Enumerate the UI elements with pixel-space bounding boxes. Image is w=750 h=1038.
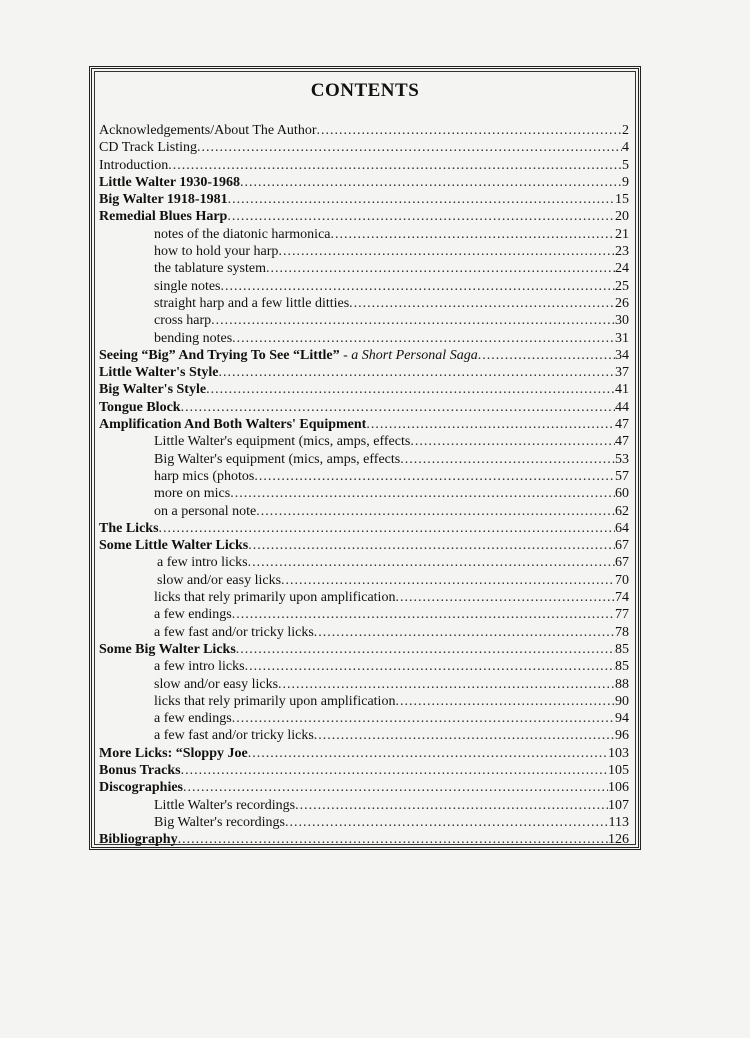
toc-entry-title-text: Discographies <box>99 780 183 796</box>
toc-entry-title-text: a few intro licks <box>154 659 245 675</box>
toc-entry <box>99 364 629 381</box>
dot-leader <box>395 693 615 710</box>
toc-entry-title <box>154 797 295 814</box>
toc-entry-title-text: a few intro licks <box>157 555 248 571</box>
toc-page-number: 74 <box>615 590 629 606</box>
dot-leader <box>245 658 615 675</box>
toc-entry-title <box>99 122 317 139</box>
dot-leader <box>410 433 615 450</box>
toc-entry-title <box>99 208 227 225</box>
toc-page-number: 70 <box>615 572 629 588</box>
toc-entry-title-text: Little Walter's Style <box>99 365 219 381</box>
toc-entry <box>99 554 629 571</box>
toc-entry-title-text: Big Walter's Style <box>99 382 207 398</box>
toc-entry-title-text: Introduction <box>99 157 169 173</box>
toc-entry <box>99 641 629 658</box>
toc-entry <box>99 451 629 468</box>
toc-entry <box>99 226 629 243</box>
toc-entry <box>99 399 629 416</box>
dot-leader <box>221 278 616 295</box>
toc-entry-title <box>154 243 278 260</box>
toc-entry-title <box>154 606 232 623</box>
toc-entry-title <box>154 693 395 710</box>
toc-entry <box>99 831 629 848</box>
dot-leader <box>228 191 615 208</box>
toc-page-number: 31 <box>615 330 629 346</box>
dot-leader <box>230 485 615 502</box>
toc-entry-title <box>99 831 178 848</box>
dot-leader <box>219 364 616 381</box>
toc-entry <box>99 745 629 762</box>
toc-entry-title-text: harp mics (photos <box>154 468 255 484</box>
dot-leader <box>317 122 623 139</box>
toc-entry-title <box>154 485 230 502</box>
toc-entry-title <box>157 554 248 571</box>
toc-page-number: 23 <box>615 244 629 260</box>
toc-entry-title <box>154 468 254 485</box>
toc-entry-title <box>99 139 197 156</box>
toc-entry-title-text: Little Walter 1930-1968 <box>99 174 241 190</box>
toc-page-number: 57 <box>615 468 629 484</box>
toc-entry <box>99 295 629 312</box>
dot-leader <box>395 589 615 606</box>
toc-entry-title-text: Amplification And Both Walters' Equipment <box>99 417 367 433</box>
toc-entry-title <box>154 676 278 693</box>
toc-entry <box>99 433 629 450</box>
dot-leader <box>248 554 615 571</box>
toc-entry-title-text: licks that rely primarily upon amplification <box>154 590 396 606</box>
dot-leader <box>256 503 615 520</box>
toc-entry-title <box>99 520 159 537</box>
toc-page-number: 41 <box>615 382 629 398</box>
dot-leader <box>183 779 608 796</box>
toc-entry <box>99 676 629 693</box>
dot-leader <box>197 139 622 156</box>
toc-entry-title-text: a few endings <box>154 607 232 623</box>
toc-entry-title-text: slow and/or easy licks <box>154 676 279 692</box>
toc-entry-title-text: the tablature system <box>154 261 266 277</box>
dot-leader <box>266 260 615 277</box>
dot-leader <box>295 797 608 814</box>
toc-page-number: 24 <box>615 261 629 277</box>
dot-leader <box>232 606 615 623</box>
toc-entry-title <box>154 278 221 295</box>
toc-entry-title-text: Acknowledgements/About The Author <box>99 123 317 138</box>
toc-page-number: 77 <box>615 607 629 623</box>
toc-page-number: 21 <box>615 226 629 242</box>
toc-entry-title-text: Big Walter 1918-1981 <box>99 192 228 208</box>
toc-entry-title <box>99 347 478 364</box>
dot-leader <box>478 347 615 364</box>
toc-entry-title <box>99 745 248 762</box>
toc-entry <box>99 572 629 589</box>
toc-entry <box>99 191 629 208</box>
toc-entry-title-text: more on mics <box>154 486 231 502</box>
toc-entry-title <box>99 364 219 381</box>
dot-leader <box>314 727 615 744</box>
table-of-contents <box>99 122 629 848</box>
toc-entry-title-text: Little Walter's equipment (mics, amps, effects <box>154 434 411 450</box>
dot-leader <box>236 641 615 658</box>
dot-leader <box>206 381 615 398</box>
toc-entry-title-text: how to hold your harp <box>154 244 279 260</box>
toc-page-number: 85 <box>615 659 629 675</box>
contents-inner-border <box>94 71 636 848</box>
toc-entry-title <box>154 727 314 744</box>
toc-entry <box>99 762 629 779</box>
dot-leader <box>366 416 615 433</box>
toc-entry-title-text: straight harp and a few little ditties <box>154 295 350 311</box>
toc-entry-title <box>154 295 349 312</box>
toc-entry-title <box>99 779 183 796</box>
toc-entry-title-text: CD Track Listing <box>99 140 198 156</box>
toc-page-number: 64 <box>615 520 629 536</box>
dot-leader <box>178 831 608 848</box>
toc-entry <box>99 139 629 156</box>
toc-entry-title-text: slow and/or easy licks <box>157 572 282 588</box>
toc-entry-title-text: Big Walter's recordings <box>154 814 285 830</box>
toc-page-number: 94 <box>615 711 629 727</box>
dot-leader <box>168 157 622 174</box>
toc-page-number: 103 <box>608 745 629 761</box>
dot-leader <box>349 295 615 312</box>
toc-page-number: 67 <box>615 538 629 554</box>
toc-entry <box>99 122 629 139</box>
toc-entry-title-text: Some Big Walter Licks <box>99 641 236 657</box>
toc-entry-title <box>154 503 256 520</box>
dot-leader <box>248 537 615 554</box>
dot-leader <box>278 676 615 693</box>
toc-entry <box>99 589 629 606</box>
toc-entry-title <box>154 312 211 329</box>
toc-page-number: 78 <box>615 624 629 640</box>
dot-leader <box>211 312 615 329</box>
dot-leader <box>248 745 608 762</box>
toc-entry <box>99 797 629 814</box>
toc-page-number: 47 <box>615 434 629 450</box>
toc-entry <box>99 727 629 744</box>
toc-page-number: 4 <box>622 140 629 156</box>
toc-entry-title <box>154 260 266 277</box>
toc-page-number: 88 <box>615 676 629 692</box>
toc-entry <box>99 710 629 727</box>
toc-entry-title <box>154 814 285 831</box>
toc-entry <box>99 278 629 295</box>
toc-page-number: 67 <box>615 555 629 571</box>
toc-page-number: 113 <box>608 814 629 830</box>
toc-page-number: 5 <box>622 157 629 173</box>
toc-entry <box>99 174 629 191</box>
toc-entry <box>99 693 629 710</box>
toc-entry-title <box>157 572 281 589</box>
toc-page-number: 30 <box>615 313 629 329</box>
toc-page-number: 105 <box>608 762 629 778</box>
toc-page-number: 9 <box>622 174 629 190</box>
toc-page-number: 53 <box>615 451 629 467</box>
dot-leader <box>285 814 609 831</box>
dot-leader <box>314 624 615 641</box>
toc-entry <box>99 537 629 554</box>
toc-entry <box>99 468 629 485</box>
toc-entry-title-text: a few fast and/or tricky licks <box>154 624 314 640</box>
toc-entry-title-text: Some Little Walter Licks <box>99 538 249 554</box>
toc-entry-title <box>154 451 400 468</box>
toc-entry-title-text: Little Walter's recordings <box>154 797 296 813</box>
toc-page-number: 44 <box>615 399 629 415</box>
toc-page-number: 47 <box>615 417 629 433</box>
dot-leader <box>181 399 615 416</box>
toc-entry-title <box>99 381 206 398</box>
toc-entry <box>99 606 629 623</box>
dot-leader <box>254 468 615 485</box>
toc-entry-title-text: licks that rely primarily upon amplification <box>154 693 396 709</box>
toc-entry-title <box>99 416 366 433</box>
toc-entry <box>99 312 629 329</box>
toc-entry <box>99 658 629 675</box>
dot-leader <box>159 520 615 537</box>
toc-entry-title-text: Bonus Tracks <box>99 762 181 778</box>
toc-entry-subtitle: - a Short Personal Saga <box>339 347 478 363</box>
toc-page-number: 15 <box>615 192 629 208</box>
toc-entry <box>99 416 629 433</box>
dot-leader <box>240 174 622 191</box>
toc-entry-title <box>154 226 331 243</box>
toc-entry <box>99 779 629 796</box>
dot-leader <box>227 208 615 225</box>
toc-entry-title <box>99 174 240 191</box>
toc-entry-title <box>154 624 314 641</box>
toc-page-number: 26 <box>615 295 629 311</box>
toc-entry-title <box>154 658 245 675</box>
toc-entry-title-text: bending notes <box>154 330 233 346</box>
toc-entry-title-text: Bibliography <box>99 832 178 848</box>
toc-entry-title-text: notes of the diatonic harmonica <box>154 226 331 242</box>
dot-leader <box>232 710 615 727</box>
toc-entry <box>99 243 629 260</box>
toc-entry-title-text: The Licks <box>99 520 159 536</box>
toc-page-number: 126 <box>608 832 629 848</box>
toc-entry-title-text: a few fast and/or tricky licks <box>154 728 314 744</box>
toc-entry-title-text: on a personal note <box>154 503 257 519</box>
toc-entry <box>99 208 629 225</box>
dot-leader <box>181 762 608 779</box>
toc-entry <box>99 157 629 174</box>
toc-page-number: 106 <box>608 780 629 796</box>
toc-entry-title-text: Tongue Block <box>99 399 181 415</box>
toc-entry <box>99 624 629 641</box>
toc-entry-title <box>99 762 181 779</box>
toc-entry-title <box>99 537 248 554</box>
dot-leader <box>331 226 616 243</box>
toc-entry-title <box>99 399 181 416</box>
toc-page-number: 62 <box>615 503 629 519</box>
toc-entry <box>99 260 629 277</box>
toc-entry <box>99 814 629 831</box>
dot-leader <box>278 243 615 260</box>
toc-entry-title <box>99 157 168 174</box>
toc-entry-title-text: single notes <box>154 278 221 294</box>
dot-leader <box>400 451 615 468</box>
toc-page-number: 2 <box>622 123 629 138</box>
dot-leader <box>281 572 615 589</box>
toc-page-number: 85 <box>615 641 629 657</box>
toc-page-number: 90 <box>615 693 629 709</box>
toc-entry-title <box>154 710 232 727</box>
toc-entry <box>99 503 629 520</box>
toc-entry <box>99 347 629 364</box>
toc-page-number: 107 <box>608 797 629 813</box>
toc-entry-title-text: cross harp <box>154 313 212 329</box>
toc-page-number: 25 <box>615 278 629 294</box>
toc-page-number: 34 <box>615 347 629 363</box>
toc-entry-title <box>154 433 410 450</box>
toc-entry-title <box>154 589 395 606</box>
toc-page-number: 37 <box>615 365 629 381</box>
contents-frame <box>89 66 641 850</box>
toc-entry-title-text: More Licks: “Sloppy Joe <box>99 745 248 761</box>
toc-entry-title-text: a few endings <box>154 711 232 727</box>
toc-entry-title <box>99 191 228 208</box>
toc-page-number: 96 <box>615 728 629 744</box>
toc-entry <box>99 330 629 347</box>
page-title: CONTENTS <box>310 80 420 101</box>
toc-entry <box>99 485 629 502</box>
toc-entry-title-text: Big Walter's equipment (mics, amps, effects <box>154 451 401 467</box>
dot-leader <box>232 330 615 347</box>
toc-entry-title <box>154 330 232 347</box>
toc-page-number: 60 <box>615 486 629 502</box>
toc-entry-title-text: Remedial Blues Harp <box>99 209 228 225</box>
toc-entry-title <box>99 641 236 658</box>
toc-page-number: 20 <box>615 209 629 225</box>
toc-entry-title-text: Seeing “Big” And Trying To See “Little” <box>99 347 340 363</box>
toc-entry <box>99 381 629 398</box>
toc-entry <box>99 520 629 537</box>
